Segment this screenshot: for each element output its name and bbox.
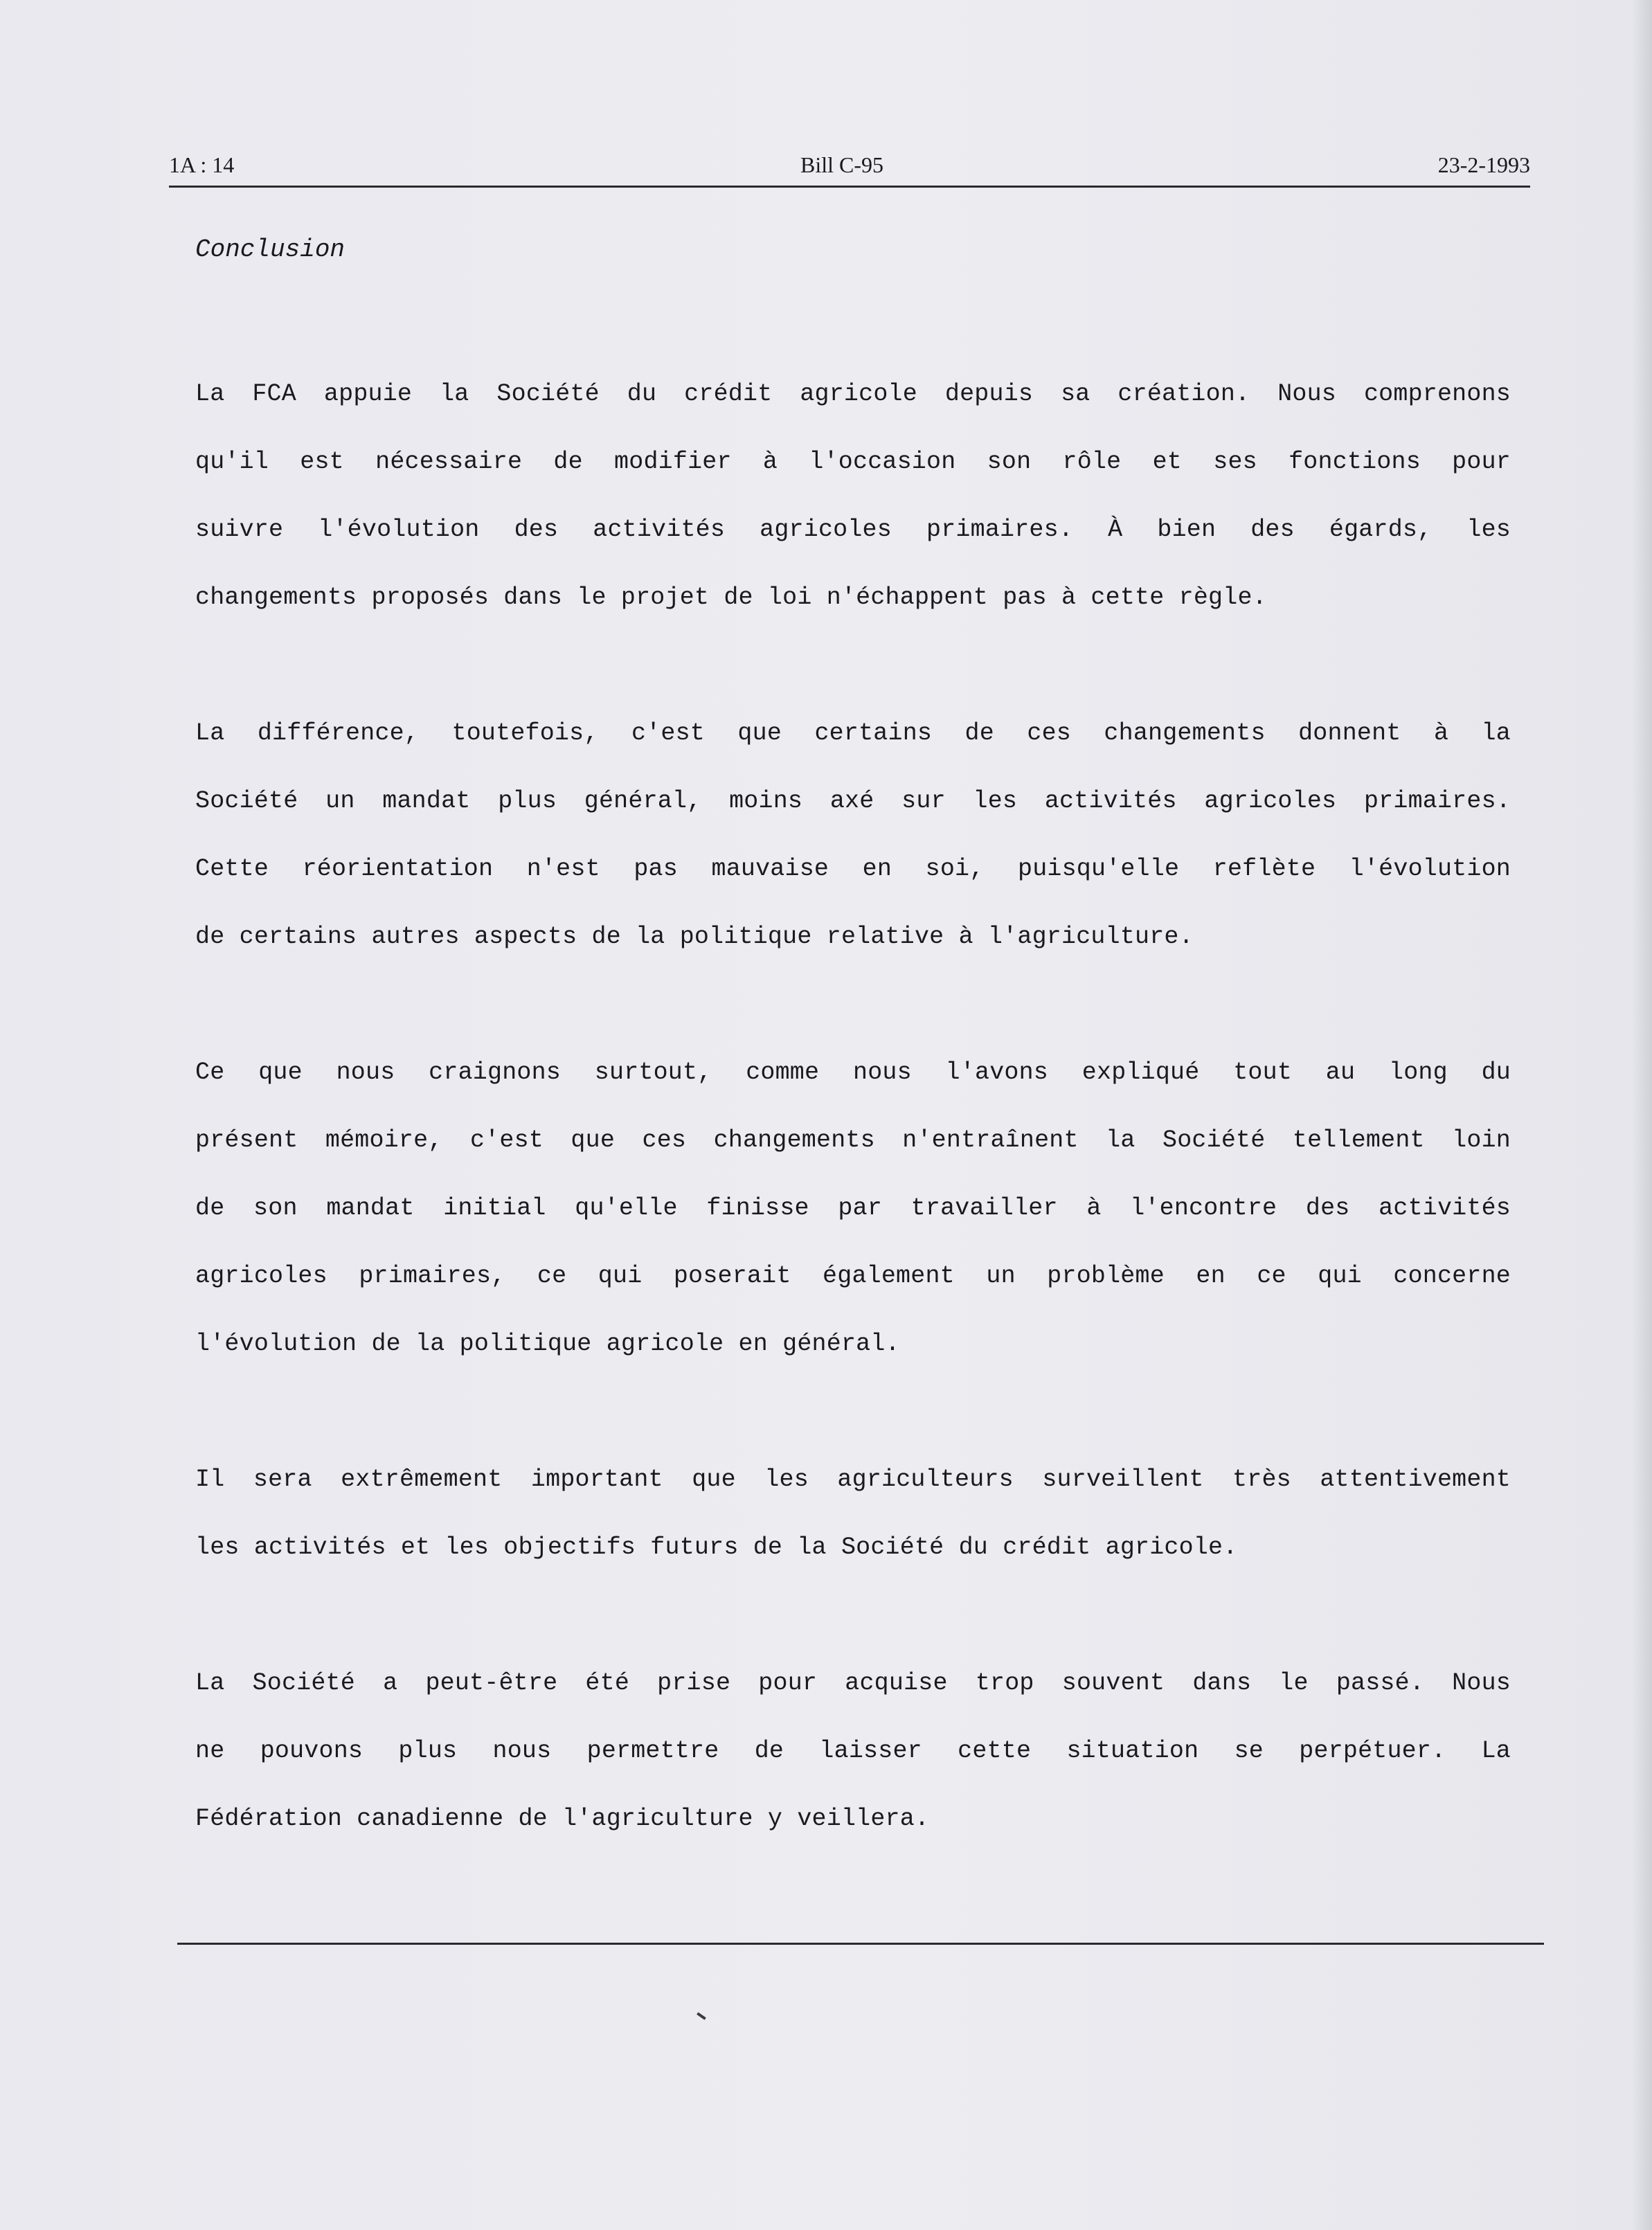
page-edge-shadow [1631,0,1652,2230]
page-number: 1A : 14 [169,152,235,177]
paragraph-line: Cette réorientation n'est pas mauvaise en soi, puisqu'elle reflète l'évolution [195,855,1511,883]
bill-title: Bill C-95 [800,152,884,177]
paragraph-line: Il sera extrêmement important que les agriculteurs surveillent très attentivement [195,1466,1511,1493]
header-rule [169,186,1530,188]
page-header [169,152,1530,187]
paragraph-line: La FCA appuie la Société du crédit agricole depuis sa création. Nous comprenons [195,380,1511,408]
paragraph-line: Ce que nous craignons surtout, comme nous l'avons expliqué tout au long du [195,1059,1511,1086]
document-body [195,360,1511,1921]
footer-rule [177,1943,1544,1945]
paragraph-line: présent mémoire, c'est que ces changements n'entraînent la Société tellement loin [195,1126,1511,1154]
paragraph-line: Société un mandat plus général, moins axé sur les activités agricoles primaires. [195,787,1511,815]
paragraph-line: qu'il est nécessaire de modifier à l'occasion son rôle et ses fonctions pour [195,448,1511,476]
paragraph-line: les activités et les objectifs futurs de la Société du crédit agricole. [195,1534,1238,1561]
paragraph [195,1649,1511,1853]
paragraph [195,360,1511,631]
paragraph [195,1038,1511,1378]
paragraph-line: La différence, toutefois, c'est que certains de ces changements donnent à la [195,719,1511,747]
paragraph-line: suivre l'évolution des activités agricoles primaires. À bien des égards, les [195,516,1511,543]
paragraph-line: Fédération canadienne de l'agriculture y veillera. [195,1805,930,1833]
paragraph [195,1446,1511,1581]
paragraph-line: de certains autres aspects de la politique relative à l'agriculture. [195,923,1194,951]
paragraph-line: changements proposés dans le projet de loi n'échappent pas à cette règle. [195,584,1267,611]
header-date: 23-2-1993 [1437,152,1530,177]
paragraph-line: agricoles primaires, ce qui poserait également un problème en ce qui concerne [195,1262,1511,1290]
paragraph-line: La Société a peut-être été prise pour acquise trop souvent dans le passé. Nous [195,1669,1511,1697]
scan-speck [697,2012,706,2020]
paragraph-line: l'évolution de la politique agricole en général. [195,1330,900,1358]
paragraph-line: de son mandat initial qu'elle finisse par travailler à l'encontre des activités [195,1194,1511,1222]
paragraph-line: ne pouvons plus nous permettre de laisser cette situation se perpétuer. La [195,1737,1511,1765]
section-heading: Conclusion [195,235,345,264]
paragraph [195,699,1511,971]
